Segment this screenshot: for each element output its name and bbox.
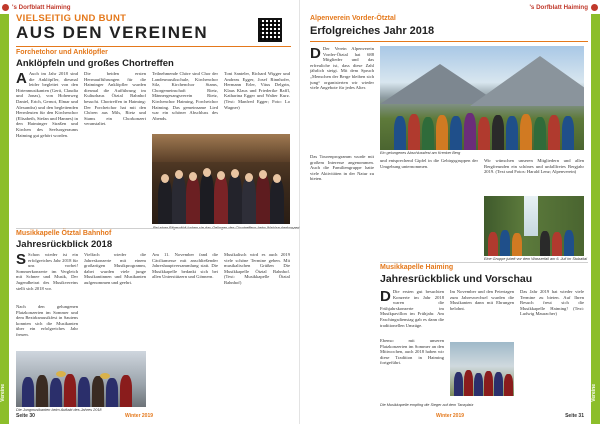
alpenverein-photo-2	[484, 196, 584, 256]
header-brand: 's Dorfblatt Haiming	[529, 4, 588, 11]
choir-photo	[152, 134, 290, 224]
divider	[310, 41, 588, 42]
article-text-col: Vielfach wieder die Jahreskonzerte mit einem großartigen Musikprogramm, dabei wurden viele junge Musikantinnen und Musikanten aufgenommen und geehrt.	[84, 252, 146, 285]
photo-caption: Die Jungmusikanten beim Auftakt des Jahres 2018	[16, 408, 102, 412]
sidebar-tab	[591, 14, 600, 424]
article-text-col: Die beiden ersten Herrnaufführungen für die Haiminger Anklöpfler wurden diesmal die Aufführung im Kulturhaus Ötztal Bahnhof besucht. Chortreffen in Haiming: Der Forchetchor hat mit den Chören aus Mils, Rietz und Stams ein Chorkonzert veranstaltet.	[84, 71, 146, 127]
issue-season: Winter 2019	[125, 413, 154, 419]
photo-caption: Eine Gruppe jubelt vor dem Wasserfall am 6. Juli im Stubaital	[484, 257, 588, 261]
article-headline: Jahresrückblick 2018	[16, 239, 113, 250]
alpenverein-photo-1	[380, 46, 584, 150]
article-text-col: D Der Verein Alpenverein Vorder-Ötztal hat 688 Mitglieder und das erfreuliche ist, dass diese Zahl jährlich steigt. Mit dem Spruch „Menschen der Berge bleiben sich jung“ organisierten wir wieder viele Angebote für jedes Alter.	[310, 46, 374, 91]
left-header	[0, 2, 299, 12]
photo-caption: Ein gelungenes Abschlussfest am Krenker Berg	[380, 151, 461, 155]
article-text-col: Ebenso mit unseren Platzkonzerten im Sommer an den Mittwochen, auch 2018 haben wir diese Tradition in Haiming fortgeführt.	[380, 338, 444, 366]
sidebar-tab	[0, 14, 9, 424]
article-text-col: Das Tourenprogramm wurde mit großem Interesse angenommen. Auch die Familiengruppe hatte viele Aktivitäten in der Natur zu bieten.	[310, 154, 374, 182]
page-number: Seite 30	[16, 413, 35, 419]
article-text-col: Am 11. November fand die Cäciliamesse mit anschließender Jahreshauptversammlung statt. Die Musikkapelle bedankt sich bei allen Unterstützern und Gönnern.	[152, 252, 218, 280]
page-number: Seite 31	[565, 413, 584, 419]
issue-season: Winter 2019	[436, 413, 465, 419]
article-text-col: Wir wünschen unseren Mitgliedern und allen Bergfreunden ein schönes und unfallfreies Bergjahr 2019. (Text und Fotos: Harald Lenz; Alpenverein)	[484, 158, 584, 175]
article-text-col: A Auch im Jahr 2018 sind die Anklöpfler, diesmal leider begleitet von den Hirtenmusikanten (Gerti, Claudia und Jonas), von Hohenweg Daniel, Erich, Gernot, Elmar und Alexandra) und den begleitenden Herrnleuten für den Kirchenchor (Elisabeth, Stefan und Hannes) in den Haiminger Straßen und Kirchen des Seelsorgeraums Haiming gut gehört worden.	[16, 71, 78, 138]
right-header	[300, 2, 600, 12]
section-kicker: VIELSEITIG UND BUNT	[16, 13, 127, 24]
article-text-col: Teilnehmende Chöre sind Chor der Landesmusikschule, Kirchenchor Silz, Kirchenchor Stams, Chorgemeinschaft Rietz, Männergesangsverein Rietz, Kirchenchor Haiming, Forchetchor Haiming. Das gemeinsame Lied war ein schöner Abschluss des Abends.	[152, 71, 218, 121]
header-brand: 's Dorfblatt Haiming	[12, 4, 71, 11]
dorfblatt-logo-icon	[2, 4, 9, 11]
article-headline: Erfolgreiches Jahr 2018	[310, 25, 435, 37]
article-text-col: Im November und den Feiertagen zum Jahreswechsel wurden die Musikanten dann mit Ehrungen belohnt.	[450, 289, 514, 311]
photo-caption: Bei einer Bilgewählt haben sie das Gelingen des Chortreffens beim Waldzauberkonzert	[153, 226, 300, 230]
musikkapelle-photo	[16, 351, 146, 407]
article-headline: Anklöpfeln und großes Chortreffen	[16, 58, 174, 69]
qr-code	[258, 18, 282, 42]
section-label: Musikkapelle Ötztal Bahnhof	[16, 230, 112, 237]
right-page	[300, 0, 600, 424]
article-text-col: Toni Santeler, Richard Wigger und Andreas Egger, Josef Rinnhofer, Hermann Erler, Vitus Delgrin, Klaus Klaus und Friederike Raffl, Katharina Egger und Walter Kurz. (Text: Manfred Egger; Foto: Lo Wagner)	[224, 71, 290, 110]
article-text-col: und entsprechend Gipfel in die Gebirgsgruppen der Umgebung unternommen.	[380, 158, 478, 169]
divider	[380, 262, 588, 263]
sidebar-tab-label: Vereine	[591, 384, 597, 402]
article-text-col: Das Jahr 2019 hat wieder viele Termine zu bieten. Auf Ihren Besuch freut sich die Musikkapelle Haiming! (Text: Ludwig Mauracher)	[520, 289, 584, 317]
musikkapelle-haiming-photo	[450, 342, 514, 396]
section-label: Musikkapelle Haiming	[380, 264, 454, 271]
article-text-col: Musikalisch wird es auch 2019 viele schöne Termine geben. Mit musikalischen Grüßen Die Musikkapelle Ötztal Bahnhof. (Text: Musikkapelle Ötztal Bahnhof)	[224, 252, 290, 285]
section-label: Forchetchor und Anklöpfler	[16, 49, 108, 56]
section-label: Alpenverein Vorder-Ötztal	[310, 15, 396, 22]
divider	[16, 228, 291, 229]
article-text-col: Nach den gelungenen Platzkonzerten im Sommer und dem Bezirksmusikfest in Sautens konnten sich die Musikanten über ein erfolgreiches Jahr freuen.	[16, 304, 78, 337]
divider	[16, 46, 291, 47]
article-text-col: S Schon wieder ist ein erfolgreiches Jahr 2018 für uns vorbei! Sommerkonzerte im Vergleich mit Schnee und Musik, Der Jugendbeirat des Musikvereins stellt sich 2018 vor.	[16, 252, 78, 291]
dorfblatt-logo-icon	[591, 4, 598, 11]
photo-caption: Die Musikkapelle empfing die Sieger auf dem Tanzplatz	[380, 403, 474, 407]
page-title: AUS DEN VEREINEN	[16, 23, 209, 42]
sidebar-tab-label: Vereine	[0, 384, 6, 402]
article-headline: Jahresrückblick und Vorschau	[380, 273, 533, 285]
article-text-col: D Die ersten gut besuchten Konzerte im Jahr 2018 waren die Frühjahrskonzerte im Musikpavillon im Frühjahr. Am Faschingsdienstag gab es dann die traditionellen Umzüge.	[380, 289, 444, 328]
